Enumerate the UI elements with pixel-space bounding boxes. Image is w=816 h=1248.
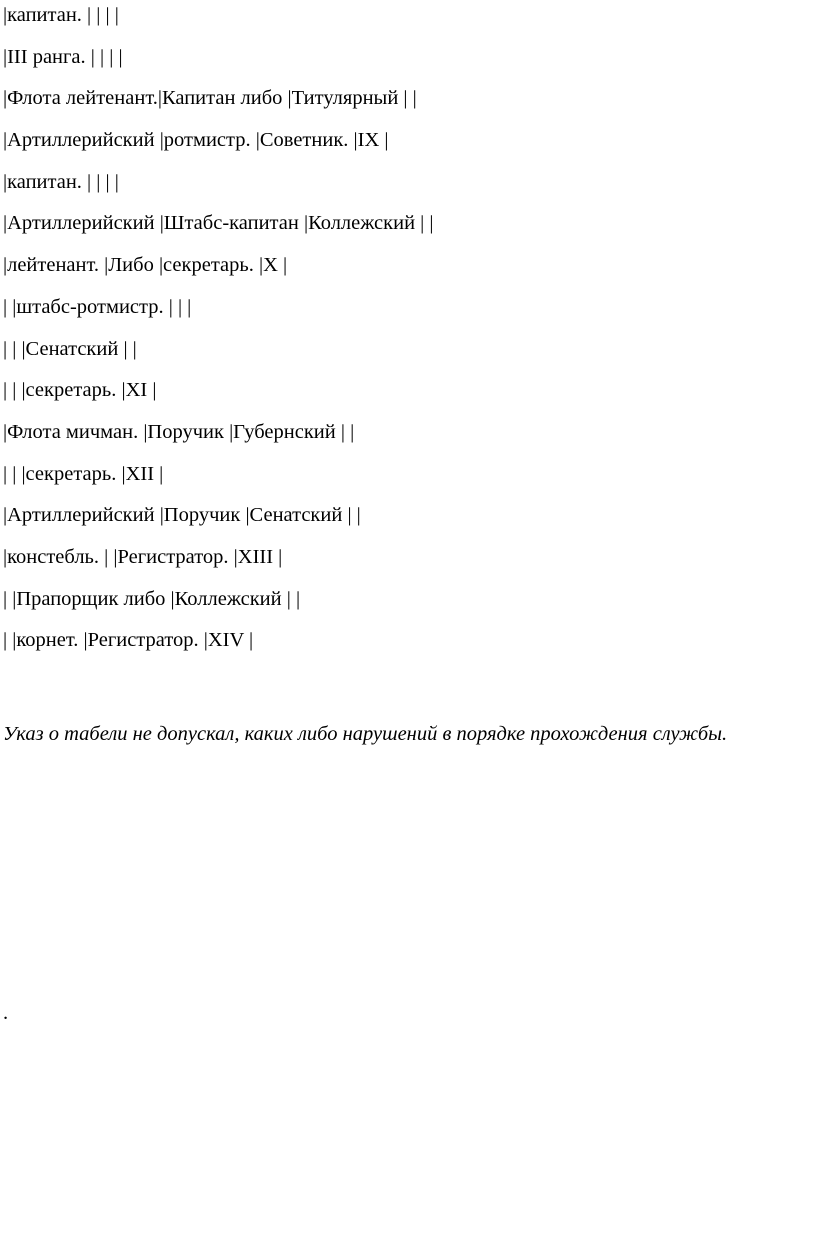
table-line: |Флота лейтенант.|Капитан либо |Титулярный | | <box>3 87 417 110</box>
table-line: |Артиллерийский |Штабс-капитан |Коллежский | | <box>3 212 434 235</box>
table-line: |капитан. | | | | <box>3 170 119 193</box>
table-line: | | |секретарь. |XII | <box>3 462 164 485</box>
table-line: |лейтенант. |Либо |секретарь. |X | <box>3 254 288 277</box>
table-line: | |корнет. |Регистратор. |XIV | <box>3 629 254 652</box>
table-line: | |штабс-ротмистр. | | | <box>3 295 192 318</box>
table-line: | | |секретарь. |XI | <box>3 379 157 402</box>
trailing-mark: . <box>3 1002 9 1024</box>
table-line: | |Прапорщик либо |Коллежский | | <box>3 587 301 610</box>
conclusion-paragraph: Указ о табели не допускал, каких либо нарушений в порядке прохождения службы. <box>3 722 728 745</box>
table-line: | | |Сенатский | | <box>3 337 137 360</box>
table-line: |Артиллерийский |Поручик |Сенатский | | <box>3 504 361 527</box>
rank-table-text <box>3 0 813 667</box>
table-line: |капитан. | | | | <box>3 4 119 26</box>
table-line: |констебль. | |Регистратор. |XIII | <box>3 545 283 568</box>
table-line: |III ранга. | | | | <box>3 45 123 68</box>
table-line: |Флота мичман. |Поручик |Губернский | | <box>3 420 355 443</box>
table-line: |Артиллерийский |ротмистр. |Советник. |IX | <box>3 129 389 152</box>
